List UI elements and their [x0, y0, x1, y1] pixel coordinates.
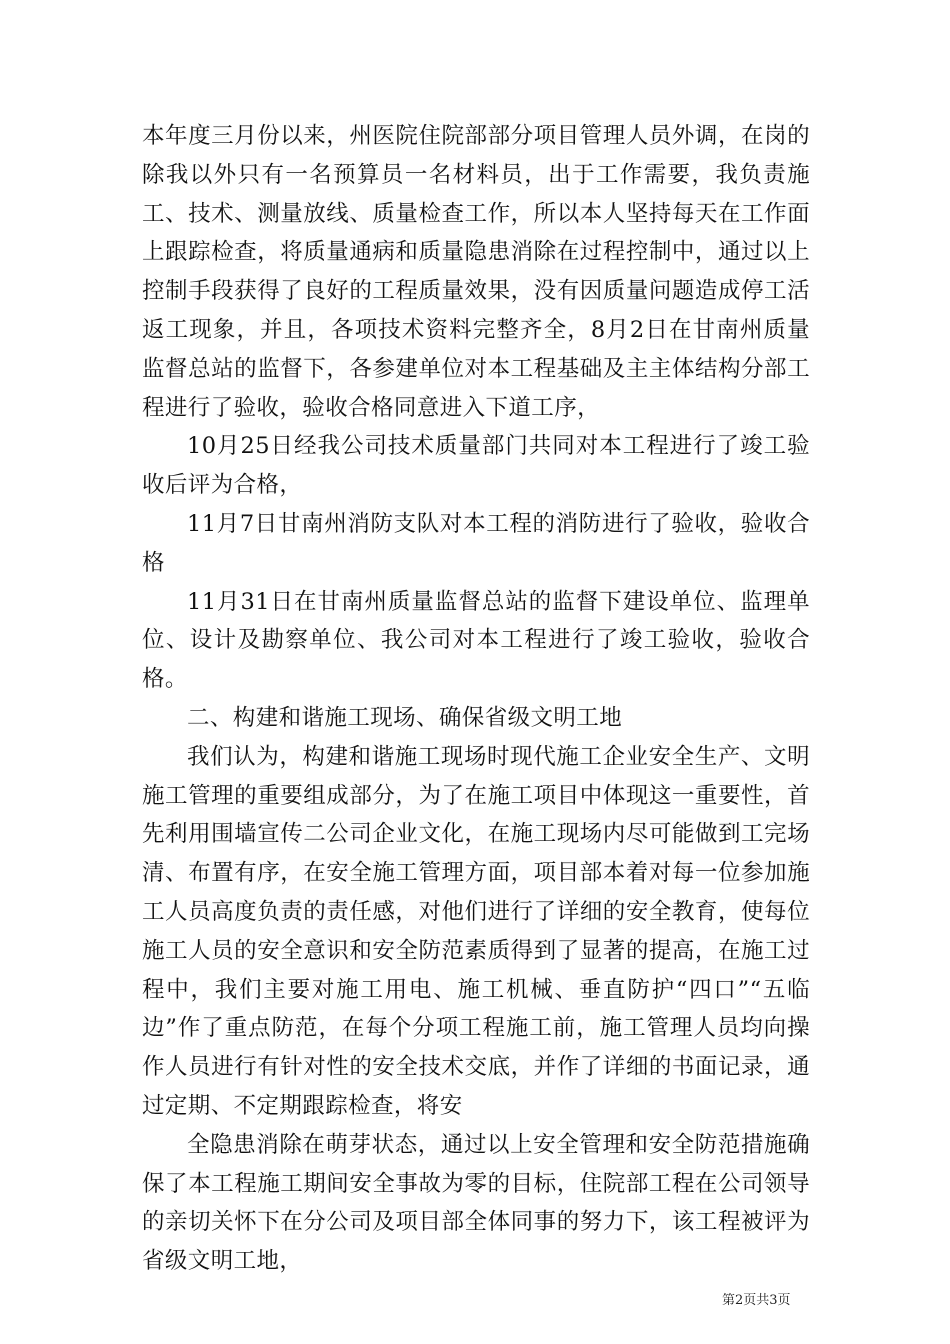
section-heading-civilized-site: 二、构建和谐施工现场、确保省级文明工地 — [187, 704, 623, 731]
paragraph-safety-result: 全隐患消除在萌芽状态，通过以上安全管理和安全防范措施确保了本工程施工期间安全事故为零的目标，住院部工程在公司领导的亲切关怀下在分公司及项目部全体同事的努力下，该工程被评为省级文明工地， — [142, 1131, 810, 1275]
paragraph-acceptance-oct: 10月25日经我公司技术质量部门共同对本工程进行了竣工验收后评为合格， — [142, 433, 810, 499]
paragraph-final-acceptance: 11月31日在甘南州质量监督总站的监督下建设单位、监理单位、设计及勘察单位、我公司对本工程进行了竣工验收，验收合格。 — [142, 588, 810, 693]
document-body — [142, 117, 810, 1281]
paragraph-fire-acceptance: 11月7日甘南州消防支队对本工程的消防进行了验收，验收合格 — [142, 510, 810, 576]
page-number: 第2页共3页 — [722, 1293, 791, 1308]
paragraph-quality-control: 本年度三月份以来，州医院住院部部分项目管理人员外调，在岗的除我以外只有一名预算员一名材料员，出于工作需要，我负责施工、技术、测量放线、质量检查工作，所以本人坚持每天在工作面上跟踪检查，将质量通病和质量隐患消除在过程控制中，通过以上控制手段获得了良好的工程质量效果，没有因质量问题造成停工活返工现象，并且，各项技术资料完整齐全，8月2日在甘南州质量监督总站的监督下，各参建单位对本工程基础及主主体结构分部工程进行了验收，验收合格同意进入下道工序， — [142, 123, 810, 421]
paragraph-safety-management: 我们认为，构建和谐施工现场时现代施工企业安全生产、文明施工管理的重要组成部分，为了在施工项目中体现这一重要性，首先利用围墙宣传二公司企业文化，在施工现场内尽可能做到工完场清、布置有序，在安全施工管理方面，项目部本着对每一位参加施工人员高度负责的责任感，对他们进行了详细的安全教育，使每位施工人员的安全意识和安全防范素质得到了显著的提高，在施工过程中，我们主要对施工用电、施工机械、垂直防护“四口”“五临边”作了重点防范，在每个分项工程施工前，施工管理人员均向操作人员进行有针对性的安全技术交底，并作了详细的书面记录，通过定期、不定期跟踪检查，将安 — [142, 743, 810, 1119]
